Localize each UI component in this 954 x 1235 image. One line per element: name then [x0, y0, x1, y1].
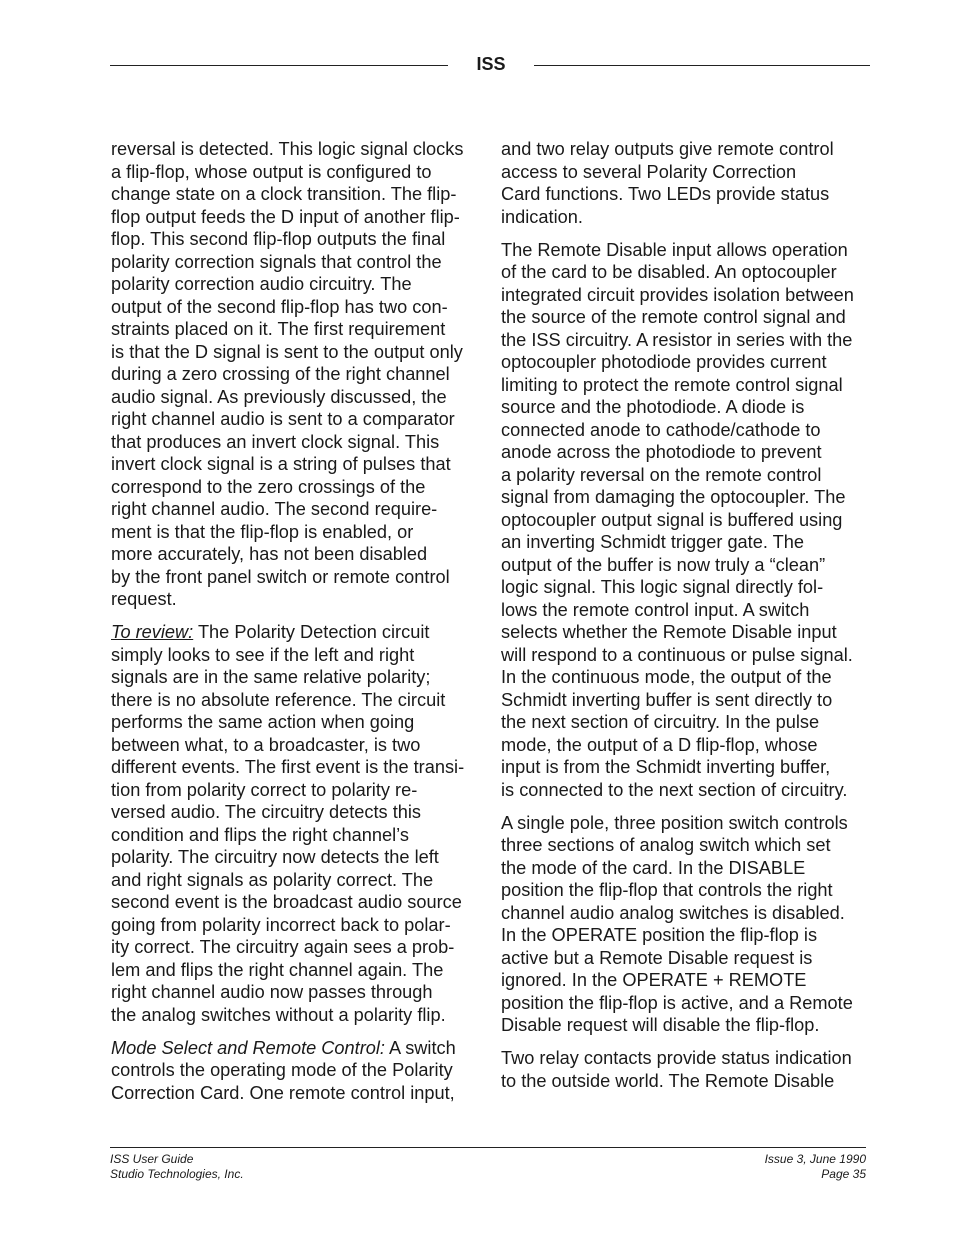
- text-line: the mode of the card. In the DISABLE: [501, 857, 806, 878]
- text-line: and two relay outputs give remote control: [501, 139, 834, 159]
- text-line: an inverting Schmidt trigger gate. The: [501, 532, 804, 552]
- text-line: and right signals as polarity correct. The: [111, 869, 434, 890]
- footer-issue: Issue 3, June 1990: [764, 1152, 866, 1166]
- text-line: [111, 1037, 481, 1060]
- text-line: invert clock signal is a string of pulses that: [111, 454, 451, 474]
- text-line: different events. The first event is the transi-: [111, 757, 465, 777]
- text-line: right channel audio now passes through: [111, 982, 433, 1002]
- text-line: performs the same action when going: [111, 712, 415, 732]
- text-line: polarity correction audio circuitry. The: [111, 274, 412, 294]
- text-line: will respond to a continuous or pulse signal.: [501, 644, 853, 665]
- paragraph: [501, 1047, 873, 1092]
- text-line: during a zero crossing of the right channel: [111, 364, 450, 384]
- text-line: going from polarity incorrect back to polar-: [111, 914, 451, 935]
- text-line: a polarity reversal on the remote control: [501, 464, 822, 485]
- text-line: polarity correction signals that control the: [111, 251, 442, 272]
- text-line: output of the second flip-flop has two con-: [111, 296, 448, 317]
- paragraph: [501, 138, 873, 228]
- text-line: logic signal. This logic signal directly fol-: [501, 577, 824, 597]
- footer-rule: [110, 1147, 866, 1148]
- text-line: of the card to be disabled. An optocoupler: [501, 262, 837, 282]
- text-line: the analog switches without a polarity flip.: [111, 1004, 446, 1025]
- text-line: Two relay contacts provide status indication: [501, 1048, 852, 1068]
- text-line: active but a Remote Disable request is: [501, 947, 813, 968]
- text-line: is that the D signal is sent to the output only: [111, 341, 463, 362]
- text-line: second event is the broadcast audio source: [111, 892, 462, 912]
- text-line: audio signal. As previously discussed, the: [111, 386, 447, 407]
- text-line: In the OPERATE position the flip-flop is: [501, 925, 818, 945]
- text-line: position the flip-flop that controls the right: [501, 880, 833, 900]
- text-line: straints placed on it. The first requirement: [111, 319, 446, 339]
- footer-guide-title: ISS User Guide: [110, 1152, 194, 1166]
- text-line: flop. This second flip-flop outputs the final: [111, 229, 446, 249]
- text-line: lem and flips the right channel again. The: [111, 959, 444, 980]
- text-line: signal from damaging the optocoupler. The: [501, 487, 846, 507]
- text-line: optocoupler photodiode provides current: [501, 352, 827, 372]
- text-line: lows the remote control input. A switch: [501, 599, 810, 620]
- text-line: Correction Card. One remote control input,: [111, 1082, 455, 1103]
- text-line: anode across the photodiode to prevent: [501, 442, 822, 462]
- text-line: between what, to a broadcaster, is two: [111, 734, 421, 755]
- text-line: simply looks to see if the left and right: [111, 644, 415, 665]
- text-line: The Remote Disable input allows operation: [501, 239, 848, 260]
- text-run: A switch: [384, 1037, 456, 1058]
- text-line: change state on a clock transition. The flip-: [111, 184, 457, 204]
- footer-right: [765, 1152, 866, 1182]
- footer-left: [110, 1152, 244, 1182]
- footer-page-number: Page 35: [821, 1167, 866, 1181]
- text-run: The Polarity Detection circuit: [193, 622, 430, 642]
- text-line: controls the operating mode of the Polarity: [111, 1060, 453, 1080]
- text-line: limiting to protect the remote control signal: [501, 374, 843, 395]
- text-line: ment is that the flip-flop is enabled, or: [111, 521, 414, 542]
- text-line: three sections of analog switch which set: [501, 835, 831, 855]
- text-line: by the front panel switch or remote control: [111, 566, 450, 587]
- text-line: right channel audio. The second require-: [111, 499, 438, 519]
- text-line: request.: [111, 589, 177, 609]
- text-line: A single pole, three position switch controls: [501, 812, 848, 833]
- text-line: selects whether the Remote Disable input: [501, 622, 837, 642]
- text-line: Card functions. Two LEDs provide status: [501, 184, 830, 204]
- inline-heading: To review:: [111, 622, 194, 642]
- header-rule-right: [534, 65, 870, 66]
- text-line: mode, the output of a D flip-flop, whose: [501, 734, 818, 755]
- text-line: ity correct. The circuitry again sees a prob-: [111, 937, 455, 957]
- text-line: indication.: [501, 206, 583, 227]
- text-line: is connected to the next section of circuitry.: [501, 779, 848, 800]
- text-line: integrated circuit provides isolation between: [501, 284, 854, 305]
- text-line: position the flip-flop is active, and a Remote: [501, 992, 853, 1013]
- text-line: Schmidt inverting buffer is sent directly to: [501, 689, 833, 710]
- text-line: connected anode to cathode/cathode to: [501, 419, 821, 440]
- text-line: more accurately, has not been disabled: [111, 544, 428, 564]
- text-line: the ISS circuitry. A resistor in series with the: [501, 329, 853, 350]
- paragraph: [501, 239, 873, 802]
- text-line: access to several Polarity Correction: [501, 161, 797, 182]
- text-line: a flip-flop, whose output is configured to: [111, 161, 432, 182]
- text-line: the source of the remote control signal and: [501, 307, 846, 327]
- text-line: tion from polarity correct to polarity re-: [111, 779, 418, 800]
- text-line: to the outside world. The Remote Disable: [501, 1070, 835, 1091]
- text-line: correspond to the zero crossings of the: [111, 476, 426, 497]
- paragraph: [111, 138, 481, 611]
- text-line: source and the photodiode. A diode is: [501, 397, 805, 417]
- page-header-title: ISS: [476, 54, 506, 74]
- text-line: versed audio. The circuitry detects this: [111, 802, 422, 822]
- paragraph: [501, 812, 873, 1037]
- text-line: In the continuous mode, the output of the: [501, 667, 832, 687]
- text-line: there is no absolute reference. The circuit: [111, 689, 446, 710]
- text-line: Disable request will disable the flip-flop.: [501, 1015, 820, 1035]
- text-line: signals are in the same relative polarity;: [111, 667, 431, 687]
- text-line: optocoupler output signal is buffered using: [501, 509, 843, 530]
- text-line: polarity. The circuitry now detects the left: [111, 847, 439, 867]
- text-line: reversal is detected. This logic signal clocks: [111, 139, 464, 159]
- header-rule-left: [110, 65, 448, 66]
- text-line: condition and flips the right channel’s: [111, 824, 409, 845]
- text-line: output of the buffer is now truly a “clean”: [501, 554, 826, 575]
- text-line: right channel audio is sent to a comparator: [111, 409, 455, 429]
- left-column: [111, 138, 481, 1115]
- paragraph: [111, 621, 481, 1026]
- text-line: flop output feeds the D input of another flip-: [111, 206, 460, 227]
- text-line: [111, 621, 481, 644]
- text-line: ignored. In the OPERATE + REMOTE: [501, 970, 807, 990]
- text-line: that produces an invert clock signal. This: [111, 431, 440, 452]
- paragraph: [111, 1037, 481, 1105]
- inline-heading: Mode Select and Remote Control:: [111, 1037, 385, 1058]
- text-line: channel audio analog switches is disabled.: [501, 902, 845, 923]
- text-line: the next section of circuitry. In the pulse: [501, 712, 820, 732]
- right-column: [501, 138, 873, 1103]
- footer-company: Studio Technologies, Inc.: [110, 1167, 244, 1181]
- text-line: input is from the Schmidt inverting buffer,: [501, 757, 831, 777]
